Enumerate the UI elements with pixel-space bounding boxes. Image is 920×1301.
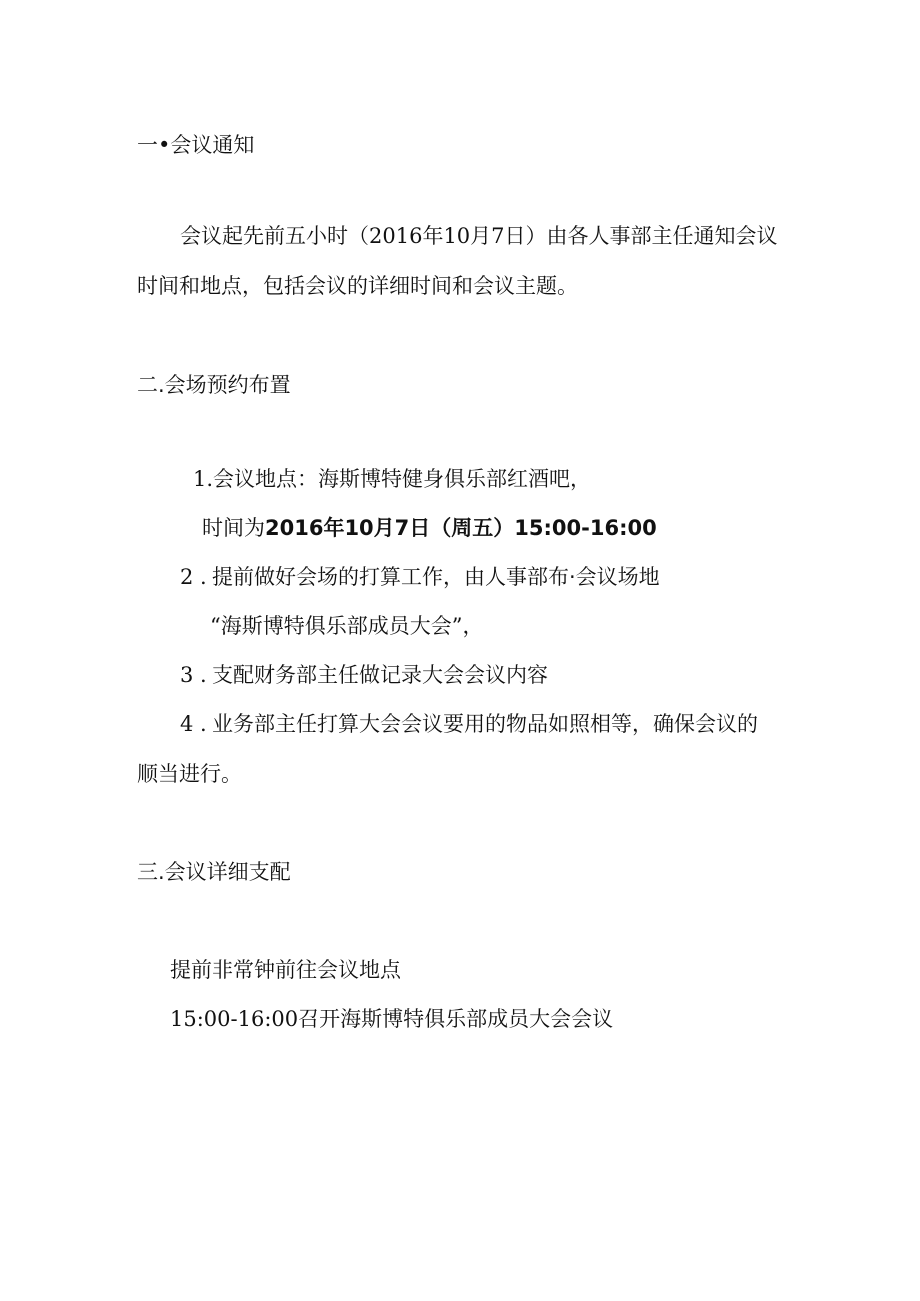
section-2-heading: 二.会场预约布置: [137, 373, 291, 397]
item-4-number: 4 .: [180, 712, 207, 736]
notice-text-sans: 各人事部主任通知会: [567, 224, 757, 248]
item-3-text-sans: 支配财务部主任: [211, 663, 359, 687]
item-1-time-value: 2016年10月7日（周五）15:00-16:00: [265, 516, 657, 540]
item-2-number: 2 .: [180, 565, 207, 589]
item-1-time-label: 时间为: [202, 516, 265, 540]
section-1-heading: 一•会议通知: [137, 133, 255, 157]
section-3-heading: 三.会议详细支配: [137, 860, 291, 884]
item-2-text-serif: 提前做好会场的打算工作，由人: [211, 565, 506, 589]
section-1-paragraph-line-2: 时间和地点，包括会议的详细时间和会议主题。: [137, 274, 578, 298]
item-1-line-1: [193, 465, 591, 493]
item-4-text-serif: 主任打算大会会议要用的物品如照相等，确保会议的: [274, 712, 758, 736]
item-3-line: [180, 661, 548, 689]
item-1-location: 会议地点：海斯博特健身俱乐部红酒吧，: [213, 467, 592, 491]
item-4-text-sans: 业务部: [211, 712, 275, 736]
item-2-text-sans: 事部布·会议场地: [505, 565, 660, 589]
section-3-line-2: 15:00-16:00召开海斯博特俱乐部成员大会会议: [170, 1007, 614, 1031]
item-4-line-1: [180, 710, 758, 738]
item-1-number: 1.: [193, 467, 214, 491]
item-3-number: 3 .: [180, 663, 207, 687]
item-3-text-serif: 做记录大会会议内容: [358, 663, 548, 687]
item-4-line-2: 顺当进行。: [137, 762, 242, 786]
item-2-line-1: [180, 563, 660, 591]
notice-text-end: 议: [756, 224, 778, 248]
section-1-paragraph-line-1: [180, 222, 778, 250]
item-2-line-2: “海斯博特俱乐部成员大会”，: [210, 614, 484, 638]
notice-text-serif: 会议起先前五小时（2016年10月7日）由: [180, 224, 568, 248]
item-1-line-2: [202, 514, 657, 542]
section-3-line-1: 提前非常钟前往会议地点: [170, 958, 401, 982]
